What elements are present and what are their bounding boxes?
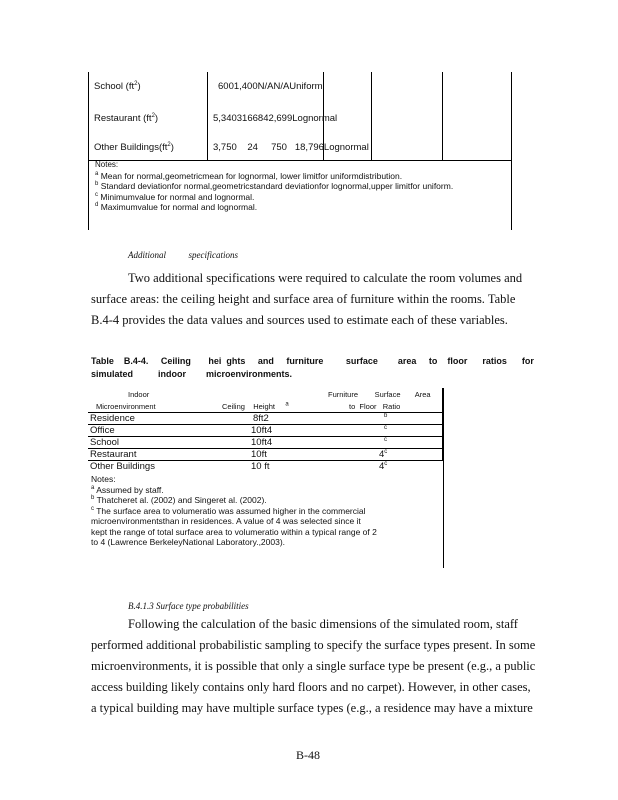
row-ceiling: 10ft4 (251, 437, 273, 448)
row-name: Residence (90, 413, 135, 424)
paragraph-line: performed additional probabilistic sampling to specify the surface types present. In some (91, 638, 536, 652)
paragraph-line: B.4-4 provides the data values and sources used to estimate each of these variables. (91, 313, 508, 327)
note-cont: to 4 (Lawrence BerkeleyNational Laboratory.,2003). (91, 537, 286, 547)
row-ceiling: 10ft (251, 449, 267, 460)
paragraph-line: access building likely contains only hard floors and no carpet). However, in other cases, (91, 680, 531, 694)
note-item: $^a$ Assumed by staff. (91, 484, 164, 495)
paragraph-line: Two additional specifications were required to calculate the room volumes and (128, 271, 523, 285)
row-name: Other Buildings (90, 461, 155, 472)
header-col3: Furniture Surface Area (328, 390, 431, 399)
row-values: 3,750 24 750 18,796Lognormal (213, 142, 369, 153)
table-notes (95, 160, 515, 213)
table-caption: simulated indoor microenvironments. (91, 369, 293, 379)
row-ceiling: 10ft4 (251, 425, 273, 436)
table-border (88, 160, 89, 230)
table-row (88, 104, 512, 133)
note-item: $^d$ Maximumvalue for normal and lognormal. (95, 202, 258, 212)
section-heading: B.4.1.3 Surface type probabilities (128, 601, 249, 611)
notes-title: Notes: (95, 160, 119, 169)
table-border (443, 388, 444, 568)
row-values: 5,3403166842,699Lognormal (213, 113, 338, 124)
header-col2: Ceiling Height $^a$ (222, 401, 289, 411)
table-row (90, 461, 440, 473)
table-row (88, 133, 512, 162)
row-ceiling: 10 ft (251, 461, 270, 472)
table-notes (91, 474, 451, 548)
table-caption: Table B.4-4. Ceiling hei ghts and furniture surface area to floor ratios for (91, 356, 534, 366)
section-heading: Additional specifications (128, 250, 238, 260)
table-row (88, 72, 512, 101)
note-item: $^b$ Standard deviationfor normal,geometricstandard deviationfor lognormal,upper limitfor uniform. (95, 181, 454, 191)
header-col1: Microenvironment (96, 402, 156, 411)
row-name: Restaurant (90, 449, 137, 460)
header-col3: to Floor Ratio (349, 402, 401, 411)
row-ceiling: 8ft2 (253, 413, 269, 424)
note-item: $^c$ The surface area to volumeratio was assumed higher in the commercial (91, 505, 366, 516)
table-row (90, 449, 440, 461)
page-number: B-48 (296, 748, 320, 762)
row-values: 6001,400N/AN/AUniform (218, 81, 323, 92)
header-col1: Indoor (128, 390, 150, 399)
row-label: Restaurant $(ft^2)$ (94, 112, 159, 124)
row-ratio: c (384, 436, 387, 443)
row-ratio: b (384, 412, 388, 419)
row-label: School $(ft^2)$ (94, 80, 141, 92)
row-ratio: 4$^c$ (379, 448, 388, 460)
row-name: Office (90, 425, 115, 436)
paragraph-line: microenvironments, it is possible that only a single surface type be present (e.g., a public (91, 659, 536, 673)
note-cont: microenvironmentsthan in residences. A value of 4 was selected since it (91, 516, 361, 526)
paragraph-line: surface areas: the ceiling height and surface area of furniture within the rooms. Table (91, 292, 516, 306)
note-item: $^c$ Minimumvalue for normal and lognormal. (95, 191, 255, 202)
paragraph-line: a typical building may have multiple surface types (e.g., a residence may have a mixture (91, 701, 533, 715)
note-item: $^a$ Mean for normal,geometricmean for lognormal, lower limitfor uniformdistribution. (95, 170, 403, 181)
row-label: Other $Buildings(ft^2)$ (94, 141, 174, 153)
row-name: School (90, 437, 120, 448)
notes-title: Notes: (91, 474, 116, 484)
row-ratio: 4$^c$ (379, 460, 388, 472)
paragraph-line: Following the calculation of the basic dimensions of the simulated room, staff (128, 617, 518, 631)
row-ratio: c (384, 424, 387, 431)
note-cont: kept the range of total surface area to volumeratio within a typical range of 2 (91, 526, 377, 537)
note-item: $^b$ Thatcheret al. (2002) and Singeret al. (2002). (91, 495, 267, 505)
